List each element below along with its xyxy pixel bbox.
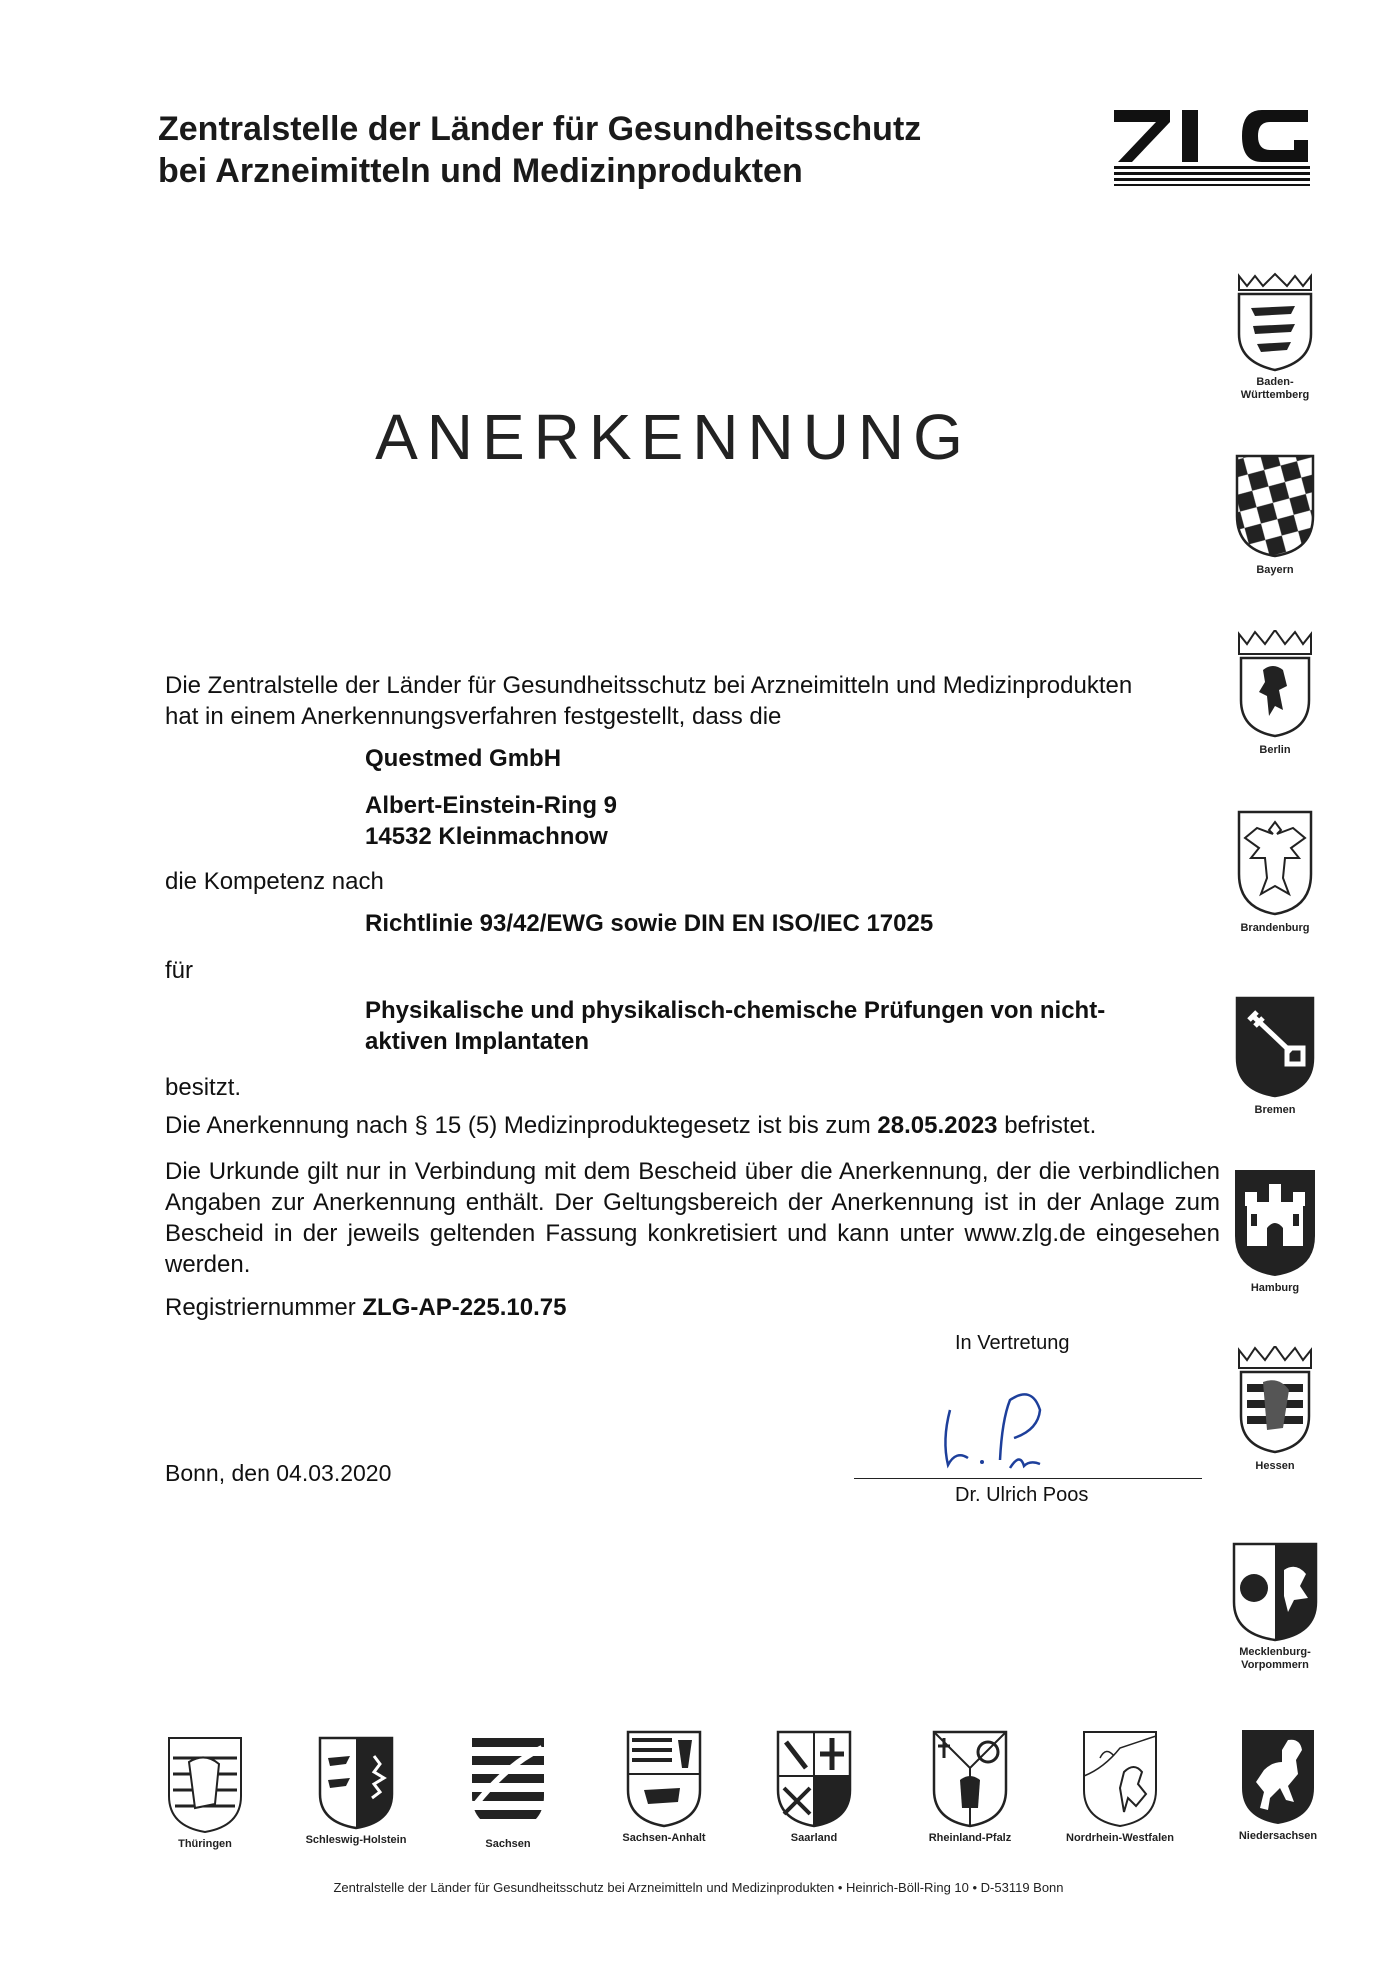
state-name: Bremen [1254,1104,1296,1116]
crest-schleswig-holstein-icon [316,1734,396,1830]
state-name: Sachsen [485,1838,531,1850]
registration-label: Registriernummer [165,1294,363,1321]
in-vertretung-label: In Vertretung [955,1332,1070,1354]
state-crest-thueringen [150,1734,260,1851]
state-crest-sachsen-anhalt [604,1728,724,1845]
state-name: Berlin [1259,744,1291,756]
crest-bremen-icon [1233,994,1317,1100]
state-crest-nordrhein-westfalen [1052,1728,1188,1845]
state-crest-niedersachsen [1218,1726,1338,1843]
state-crest-mecklenburg-vorpommern [1210,1540,1340,1672]
intro-line-2: hat in einem Anerkennungsverfahren festgestellt, dass die [165,703,782,730]
state-crest-berlin [1210,630,1340,757]
state-crest-hamburg [1210,1168,1340,1295]
zlg-logo-icon [1112,110,1312,186]
state-crest-bayern [1210,452,1340,577]
state-name: Niedersachsen [1238,1830,1318,1842]
crest-saarland-icon [774,1728,854,1828]
state-name: Thüringen [178,1838,232,1850]
crest-sachsen-icon [468,1734,548,1834]
validity-prefix: Die Anerkennung nach § 15 (5) Medizinproduktegesetz ist bis zum [165,1112,878,1139]
state-crest-baden-wuerttemberg [1210,272,1340,402]
state-name: Hamburg [1250,1282,1300,1294]
state-name: Bayern [1256,564,1294,576]
state-name: Baden- [1256,376,1294,388]
state-name: Sachsen-Anhalt [622,1832,706,1844]
state-name: Saarland [790,1832,838,1844]
competence-label: die Kompetenz nach [165,868,384,895]
signer-name: Dr. Ulrich Poos [955,1484,1089,1506]
for-label: für [165,957,194,984]
company-street: Albert-Einstein-Ring 9 [365,792,618,819]
signature-line [854,1478,1202,1479]
state-crest-sachsen [458,1734,558,1851]
scope-line-2: aktiven Implantaten [365,1028,590,1055]
crest-baden-wuerttemberg-icon [1233,272,1317,372]
header-line-2: bei Arzneimitteln und Medizinprodukten [158,152,803,190]
registration-number [165,1292,566,1323]
validity-suffix: befristet. [997,1112,1097,1139]
validity-date: 28.05.2023 [877,1112,998,1139]
organization-header [158,108,921,192]
company-name: Questmed GmbH [365,745,562,772]
crest-rheinland-pfalz-icon [930,1728,1010,1828]
state-crest-hessen [1210,1346,1340,1473]
standard-text: Richtlinie 93/42/EWG sowie DIN EN ISO/IEC 17025 [365,910,934,937]
state-name-2: Württemberg [1240,389,1310,401]
state-name: Hessen [1255,1460,1295,1472]
intro-line-1: Die Zentralstelle der Länder für Gesundheitsschutz bei Arzneimitteln und Medizinprodukten [165,672,1133,699]
document-title: ANERKENNUNG [375,401,972,473]
state-name: Rheinland-Pfalz [928,1832,1012,1844]
scope-text [365,995,1105,1057]
state-name: Brandenburg [1240,922,1310,934]
state-crest-bremen [1210,994,1340,1117]
crest-hamburg-icon [1233,1168,1317,1278]
state-name: Schleswig-Holstein [305,1834,407,1846]
validity-text [165,1110,1096,1141]
crest-thueringen-icon [165,1734,245,1834]
crest-brandenburg-icon [1233,808,1317,918]
crest-niedersachsen-icon [1238,1726,1318,1826]
company-address [365,790,617,852]
state-crest-rheinland-pfalz [910,1728,1030,1845]
footer-address: Zentralstelle der Länder für Gesundheitsschutz bei Arzneimitteln und Medizinprodukten • Heinrich-Böll-Ring 10 • D-53119 Bonn [333,1880,1064,1895]
registration-value: ZLG-AP-225.10.75 [362,1294,567,1321]
crest-mecklenburg-vorpommern-icon [1230,1540,1320,1642]
intro-text [165,670,1132,732]
crest-sachsen-anhalt-icon [624,1728,704,1828]
header-line-1: Zentralstelle der Länder für Gesundheitsschutz [158,110,922,148]
possesses-text: besitzt. [165,1074,242,1101]
state-name: Mecklenburg- [1239,1646,1311,1658]
crest-nordrhein-westfalen-icon [1080,1728,1160,1828]
state-crest-brandenburg [1210,808,1340,935]
state-name-2: Vorpommern [1241,1659,1309,1671]
crest-hessen-icon [1233,1346,1317,1456]
place-date: Bonn, den 04.03.2020 [165,1460,392,1486]
crest-bayern-icon [1233,452,1317,560]
scope-line-1: Physikalische und physikalisch-chemische Prüfungen von nicht- [365,997,1106,1024]
state-name: Nordrhein-Westfalen [1066,1832,1174,1844]
handwritten-signature [920,1380,1060,1480]
state-crest-schleswig-holstein [296,1734,416,1847]
company-city: 14532 Kleinmachnow [365,823,608,850]
crest-berlin-icon [1233,630,1317,740]
state-crest-saarland [756,1728,872,1845]
note-paragraph: Die Urkunde gilt nur in Verbindung mit dem Bescheid über die Anerkennung, der die verbindlichen Angaben zur Anerkennung enthält. Der Geltungsbereich der Anerkennung ist in der Anlage zum Bescheid in der jeweils geltenden Fassung konkretisiert und kann unter www.zlg.de eingesehen werden. [165,1158,1220,1278]
